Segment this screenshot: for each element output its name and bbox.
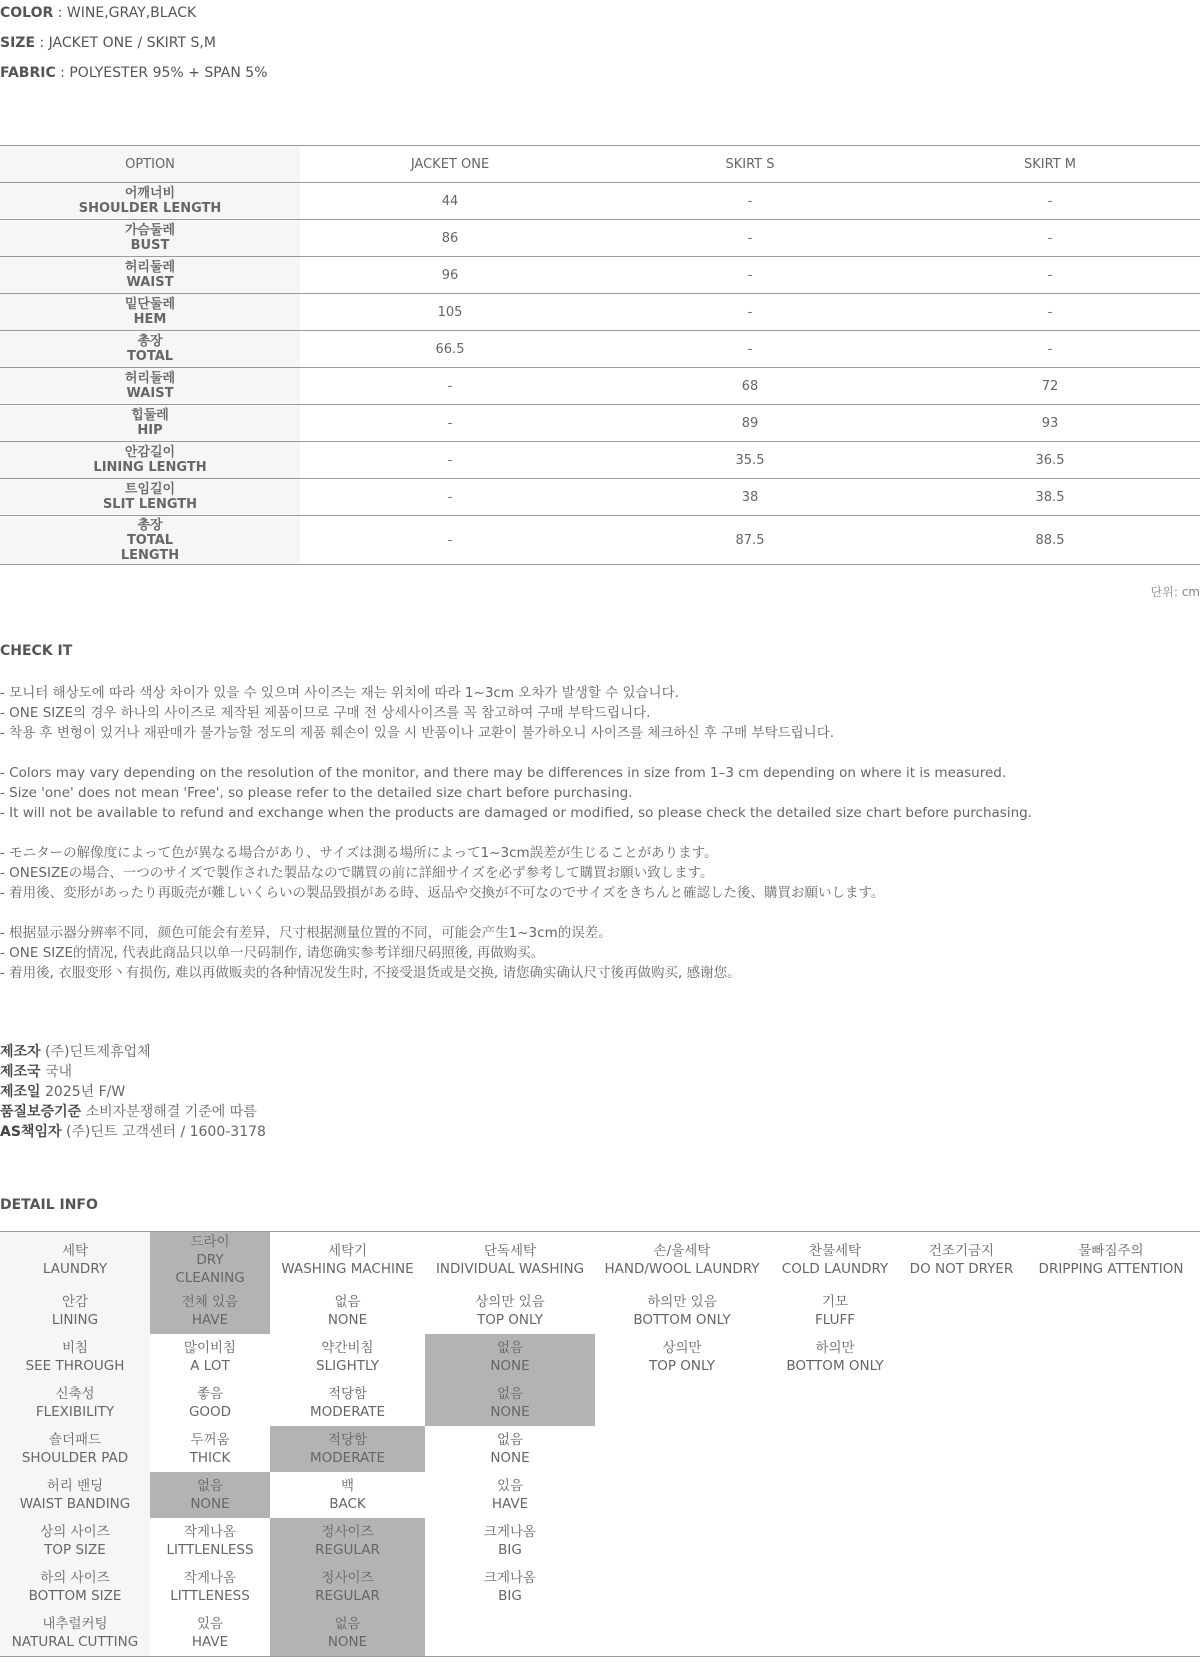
detail-text-en: BOTTOM ONLY (786, 1358, 884, 1374)
note-group (0, 923, 1200, 983)
detail-option (769, 1232, 901, 1288)
size-value: 38.5 (1035, 489, 1065, 505)
note-group (0, 843, 1200, 903)
detail-option (270, 1288, 425, 1334)
size-value: 86 (441, 230, 459, 246)
detail-text-ko: 적당함 (327, 1386, 368, 1402)
label-en: TOTAL (126, 532, 174, 548)
spec-value: : WINE,GRAY,BLACK (53, 5, 197, 21)
detail-option-selected (270, 1564, 425, 1610)
size-row-label (0, 331, 300, 368)
label-en: WAIST (126, 275, 174, 290)
size-row (0, 183, 1200, 220)
header-skirt-s: SKIRT S (600, 146, 900, 183)
detail-text-en: COLD LAUNDRY (781, 1261, 889, 1277)
detail-text-en: THICK (189, 1450, 231, 1466)
note-line: - モニターの解像度によって色が異なる場合があり、サイズは測る場所によって1~3cm誤差が生じることがあります。 (0, 845, 718, 861)
detail-text-en: HAND/WOOL LAUNDRY (604, 1261, 760, 1277)
detail-text-ko: 없음 (496, 1340, 524, 1356)
detail-text-ko: 비침 (61, 1340, 89, 1356)
detail-text-en: BACK (329, 1496, 366, 1512)
label-ko: 힙둘레 (131, 408, 169, 423)
detail-option (150, 1334, 270, 1380)
label-en: WAIST (126, 386, 174, 401)
detail-text-ko: 드라이 (190, 1234, 230, 1250)
detail-option-selected (150, 1472, 270, 1518)
header-jacket-one: JACKET ONE (300, 146, 600, 183)
detail-row (0, 1518, 1200, 1564)
detail-text-en: LITTLENLESS (166, 1542, 254, 1558)
detail-option-selected (270, 1610, 425, 1656)
detail-text-en: NONE (327, 1312, 368, 1328)
label-en: SLIT LENGTH (102, 497, 198, 512)
header-option: OPTION (0, 146, 300, 183)
check-it-title: CHECK IT (0, 643, 73, 659)
size-value: - (447, 415, 453, 431)
maker-row (0, 1042, 266, 1062)
label-ko: 총장 (137, 334, 163, 349)
detail-text-ko: 단독세탁 (483, 1243, 537, 1259)
maker-label: 제조일 (0, 1084, 41, 1100)
size-value: - (447, 452, 453, 468)
size-value: - (747, 341, 753, 357)
note-line: - ONESIZEの場合、一つのサイズで製作された製品なので購買の前に詳細サイズを必ず参考して購買お願い致します。 (0, 865, 714, 881)
detail-text-ko: 찬물세탁 (808, 1243, 862, 1259)
detail-text-en: NONE (490, 1404, 530, 1420)
detail-text-ko: 상의 사이즈 (40, 1524, 110, 1540)
detail-option-selected (425, 1380, 595, 1426)
note-line: - 着用後、変形があったり再販売が難しいくらいの製品毀損がある時、返品や交換が不可なのでサイズをきちんと確認した後、購買お願いします。 (0, 885, 885, 901)
detail-option (425, 1288, 595, 1334)
detail-option (270, 1334, 425, 1380)
size-row (0, 220, 1200, 257)
detail-option-selected (425, 1334, 595, 1380)
detail-row-label (0, 1426, 150, 1472)
size-value: 93 (1041, 415, 1059, 431)
detail-text-ko: 신축성 (55, 1386, 95, 1402)
spec-label: SIZE (0, 35, 36, 51)
maker-row (0, 1062, 266, 1082)
label-ko: 어깨너비 (124, 186, 176, 201)
detail-text-ko: 없음 (496, 1386, 524, 1402)
note-group (0, 683, 1200, 743)
detail-text-en: INDIVIDUAL WASHING (435, 1261, 585, 1277)
detail-text-en: DRY (196, 1252, 224, 1268)
spec-fabric (0, 65, 268, 81)
detail-text-ko: 작게나옴 (183, 1570, 237, 1586)
size-row-label (0, 257, 300, 294)
detail-text-en: SEE THROUGH (25, 1358, 125, 1374)
detail-option (270, 1232, 425, 1288)
detail-text-en: A LOT (190, 1358, 230, 1374)
detail-row-label (0, 1380, 150, 1426)
detail-text-ko: 없음 (334, 1616, 361, 1632)
detail-text-ko: 손/울세탁 (653, 1243, 711, 1259)
spec-label: COLOR (0, 5, 54, 21)
detail-text-en: WAIST BANDING (19, 1496, 131, 1512)
size-value: - (747, 193, 753, 209)
maker-label: AS책임자 (0, 1124, 62, 1140)
detail-text-ko: 정사이즈 (321, 1570, 374, 1586)
detail-text-en: BOTTOM ONLY (633, 1312, 731, 1328)
detail-option (425, 1232, 595, 1288)
size-value: 38 (741, 489, 759, 505)
size-row-label (0, 516, 300, 565)
detail-text-ko: 하의 사이즈 (40, 1570, 110, 1586)
size-value: 66.5 (435, 341, 465, 357)
spec-color (0, 5, 196, 21)
spec-label: FABRIC (0, 65, 56, 81)
label-ko: 안감길이 (124, 445, 176, 460)
detail-option (769, 1288, 901, 1334)
detail-text-en: WASHING MACHINE (281, 1261, 414, 1277)
detail-row-label (0, 1564, 150, 1610)
detail-option (595, 1334, 769, 1380)
note-line: - 착용 후 변형이 있거나 재판매가 불가능할 정도의 제품 훼손이 있을 시 반품이나 교환이 불가하오니 사이즈를 체크하신 후 구매 부탁드립니다. (0, 725, 835, 741)
detail-text-ko: 정사이즈 (321, 1524, 374, 1540)
spec-size (0, 35, 216, 51)
detail-text-ko: 숄더패드 (48, 1432, 102, 1448)
detail-option (425, 1472, 595, 1518)
detail-option (595, 1288, 769, 1334)
maker-value: 2025년 F/W (40, 1084, 126, 1100)
size-value: - (447, 489, 453, 505)
label-ko: 총장 (137, 517, 163, 533)
detail-text-en: REGULAR (315, 1542, 380, 1558)
detail-row (0, 1610, 1200, 1656)
spec-value: : JACKET ONE / SKIRT S,M (35, 35, 216, 51)
detail-text-en: NATURAL CUTTING (11, 1634, 139, 1650)
detail-row-label (0, 1334, 150, 1380)
detail-text-en: TOP ONLY (476, 1312, 543, 1328)
detail-row (0, 1564, 1200, 1610)
detail-text-en: NONE (490, 1450, 530, 1466)
size-value: - (1047, 304, 1053, 320)
detail-row-label (0, 1472, 150, 1518)
size-value: - (1047, 230, 1053, 246)
detail-option (769, 1334, 901, 1380)
maker-label: 제조국 (0, 1064, 41, 1080)
detail-text-en: GOOD (188, 1404, 232, 1420)
detail-row-label (0, 1610, 150, 1656)
size-value: 105 (437, 304, 463, 320)
size-value: 87.5 (735, 532, 765, 548)
detail-option (270, 1380, 425, 1426)
size-value: 36.5 (1035, 452, 1065, 468)
unit-note: 단위: cm (1150, 585, 1200, 599)
detail-text-ko: 안감 (61, 1294, 89, 1310)
maker-label: 품질보증기준 (0, 1104, 82, 1120)
size-value: - (1047, 341, 1053, 357)
detail-option (150, 1380, 270, 1426)
detail-text-en: LINING (51, 1312, 99, 1328)
maker-row (0, 1102, 266, 1122)
detail-option (150, 1610, 270, 1656)
detail-text-en: BOTTOM SIZE (28, 1588, 122, 1604)
detail-text-en: SHOULDER PAD (21, 1450, 129, 1466)
detail-text-ko: 없음 (196, 1478, 224, 1494)
size-row (0, 368, 1200, 405)
size-row (0, 405, 1200, 442)
maker-info (0, 1042, 266, 1142)
label-en: HEM (133, 312, 167, 327)
label-ko: 밑단둘레 (124, 297, 176, 312)
maker-value: (주)딘트제휴업체 (40, 1044, 151, 1060)
detail-option-selected (270, 1518, 425, 1564)
detail-text-en: LAUNDRY (42, 1261, 108, 1277)
detail-text-en: TOP SIZE (44, 1542, 106, 1558)
detail-text-ko: 두꺼움 (190, 1432, 230, 1448)
detail-text-ko: 백 (340, 1478, 355, 1494)
detail-text-en: REGULAR (315, 1588, 380, 1604)
note-line: - ONE SIZE의 경우 하나의 사이즈로 제작된 제품이므로 구매 전 상세사이즈를 꼭 참고하여 구매 부탁드립니다. (0, 705, 651, 721)
detail-row-label (0, 1518, 150, 1564)
maker-value: 국내 (40, 1064, 73, 1080)
size-table-header (0, 146, 1200, 183)
detail-text-ko: 세탁 (61, 1243, 89, 1259)
detail-text-en: NONE (327, 1634, 368, 1650)
detail-text-ko: 하의만 있음 (647, 1294, 717, 1310)
detail-option (150, 1518, 270, 1564)
detail-text-ko: 적당함 (327, 1432, 368, 1448)
detail-option (901, 1232, 1022, 1288)
detail-text-ko: 작게나옴 (183, 1524, 237, 1540)
size-value: - (747, 267, 753, 283)
size-value: 72 (1041, 378, 1059, 394)
label-ko: 허리둘레 (124, 371, 176, 386)
size-value: - (1047, 267, 1053, 283)
size-value: 44 (441, 193, 459, 209)
detail-text-ko: 많이비침 (183, 1340, 237, 1356)
spec-value: : POLYESTER 95% + SPAN 5% (55, 65, 268, 81)
maker-row (0, 1122, 266, 1142)
detail-text-en: FLUFF (814, 1312, 856, 1328)
note-group (0, 763, 1200, 823)
size-value: 35.5 (735, 452, 765, 468)
detail-text-ko: 좋음 (196, 1386, 224, 1402)
size-value: 88.5 (1035, 532, 1065, 548)
label-ko: 허리둘레 (124, 260, 176, 275)
size-value: 68 (741, 378, 759, 394)
detail-text-en: LITTLENESS (170, 1588, 250, 1604)
note-line: - Colors may vary depending on the resolution of the monitor, and there may be differences in size from 1–3 cm depending on where it is measured. (0, 765, 1007, 781)
label-en: LINING LENGTH (93, 460, 207, 475)
detail-option (150, 1564, 270, 1610)
detail-text-en: NONE (190, 1496, 230, 1512)
detail-grid (0, 1231, 1200, 1657)
detail-text-en: BIG (498, 1588, 522, 1604)
detail-option-selected (270, 1426, 425, 1472)
detail-option (425, 1518, 595, 1564)
detail-info-title: DETAIL INFO (0, 1197, 98, 1213)
detail-row (0, 1426, 1200, 1472)
detail-text-ko: 크게나옴 (483, 1524, 537, 1540)
size-value: - (447, 532, 453, 548)
size-row-label (0, 183, 300, 220)
note-line: - 모니터 해상도에 따라 색상 차이가 있을 수 있으며 사이즈는 재는 위치에 따라 1~3cm 오차가 발생할 수 있습니다. (0, 685, 679, 701)
note-line: - 着用後, 衣服变形丶有损伤, 难以再做贩卖的各种情况发生时, 不接受退货或是交换, 请您确实确认尺寸後再做购买, 感谢您。 (0, 965, 741, 981)
detail-row-label (0, 1232, 150, 1288)
label-ko: 트임길이 (124, 482, 176, 497)
label-ko: 가슴둘레 (124, 223, 176, 238)
maker-value: (주)딘트 고객센터 / 1600-3178 (61, 1124, 266, 1140)
detail-text-en: NONE (490, 1358, 530, 1374)
maker-value: 소비자분쟁해결 기준에 따름 (81, 1104, 257, 1120)
detail-option (150, 1426, 270, 1472)
size-row (0, 479, 1200, 516)
detail-option (425, 1426, 595, 1472)
label-en: SHOULDER LENGTH (78, 201, 222, 216)
detail-text-ko: 없음 (334, 1294, 361, 1310)
detail-option (270, 1472, 425, 1518)
detail-text-en: HAVE (191, 1312, 229, 1328)
size-value: - (747, 230, 753, 246)
size-value: - (447, 378, 453, 394)
detail-row (0, 1232, 1200, 1288)
label-en: LENGTH (120, 547, 180, 563)
size-value: 96 (441, 267, 459, 283)
size-row-label (0, 220, 300, 257)
detail-option (425, 1564, 595, 1610)
detail-text-en: BIG (498, 1542, 522, 1558)
size-row-label (0, 294, 300, 331)
label-en: HIP (137, 423, 163, 438)
detail-row (0, 1288, 1200, 1334)
detail-row-label (0, 1288, 150, 1334)
size-value: - (1047, 193, 1053, 209)
size-row (0, 442, 1200, 479)
detail-text-en: SLIGHTLY (316, 1358, 379, 1374)
size-row-label (0, 479, 300, 516)
detail-row (0, 1472, 1200, 1518)
label-en: BUST (130, 238, 170, 253)
detail-text-ko: 전체 있음 (181, 1294, 239, 1310)
detail-text-ko: 건조기금지 (928, 1243, 995, 1259)
size-row (0, 331, 1200, 368)
detail-text-ko: 세탁기 (327, 1243, 368, 1259)
note-line: - ONE SIZE的情况, 代表此商品只以单一尺码制作, 请您确实参考详细尺码照後, 再做购买。 (0, 945, 545, 961)
detail-text-ko: 없음 (496, 1432, 524, 1448)
note-line: - It will not be available to refund and exchange when the products are damaged or modified, so please check the detailed size chart before purchasing. (0, 805, 1032, 821)
size-value: - (747, 304, 753, 320)
note-line: - 根据显示器分辨率不同，颜色可能会有差异，尺寸根据测量位置的不同，可能会产生1~3cm的误差。 (0, 925, 612, 941)
detail-text-en: MODERATE (310, 1404, 385, 1420)
size-value: 89 (741, 415, 759, 431)
check-it-notes (0, 683, 1200, 1003)
detail-text-ko: 크게나옴 (483, 1570, 537, 1586)
detail-row (0, 1334, 1200, 1380)
size-row-label (0, 368, 300, 405)
detail-text-ko: 있음 (196, 1616, 224, 1632)
size-row-label (0, 405, 300, 442)
header-skirt-m: SKIRT M (900, 146, 1200, 183)
maker-label: 제조자 (0, 1044, 41, 1060)
size-table (0, 145, 1200, 565)
label-en: TOTAL (126, 349, 174, 364)
detail-option-selected (150, 1288, 270, 1334)
maker-row (0, 1082, 266, 1102)
detail-text-ko: 기모 (821, 1294, 849, 1310)
detail-option (1022, 1232, 1200, 1288)
size-row (0, 257, 1200, 294)
detail-option-selected (150, 1232, 270, 1288)
detail-text-en: FLEXIBILITY (35, 1404, 115, 1420)
detail-text-en: DO NOT DRYER (909, 1261, 1014, 1277)
size-row (0, 516, 1200, 565)
detail-text-ko: 허리 밴딩 (46, 1478, 104, 1494)
detail-text-ko: 약간비침 (321, 1340, 374, 1356)
size-row-label (0, 442, 300, 479)
detail-text-ko: 물빠짐주의 (1078, 1243, 1144, 1259)
detail-text-en: DRIPPING ATTENTION (1038, 1261, 1184, 1277)
detail-text-en: CLEANING (175, 1270, 245, 1286)
detail-text-ko: 상의만 있음 (475, 1294, 545, 1310)
size-row (0, 294, 1200, 331)
detail-text-en: TOP ONLY (648, 1358, 715, 1374)
detail-text-en: MODERATE (310, 1450, 385, 1466)
detail-row (0, 1380, 1200, 1426)
detail-text-ko: 상의만 (662, 1340, 702, 1356)
note-line: - Size 'one' does not mean 'Free', so please refer to the detailed size chart before purchasing. (0, 785, 633, 801)
detail-text-ko: 있음 (496, 1478, 524, 1494)
detail-text-ko: 내추럴커팅 (42, 1616, 108, 1632)
detail-option (595, 1232, 769, 1288)
detail-text-ko: 하의만 (815, 1340, 855, 1356)
detail-text-en: HAVE (191, 1634, 229, 1650)
detail-text-en: HAVE (491, 1496, 529, 1512)
